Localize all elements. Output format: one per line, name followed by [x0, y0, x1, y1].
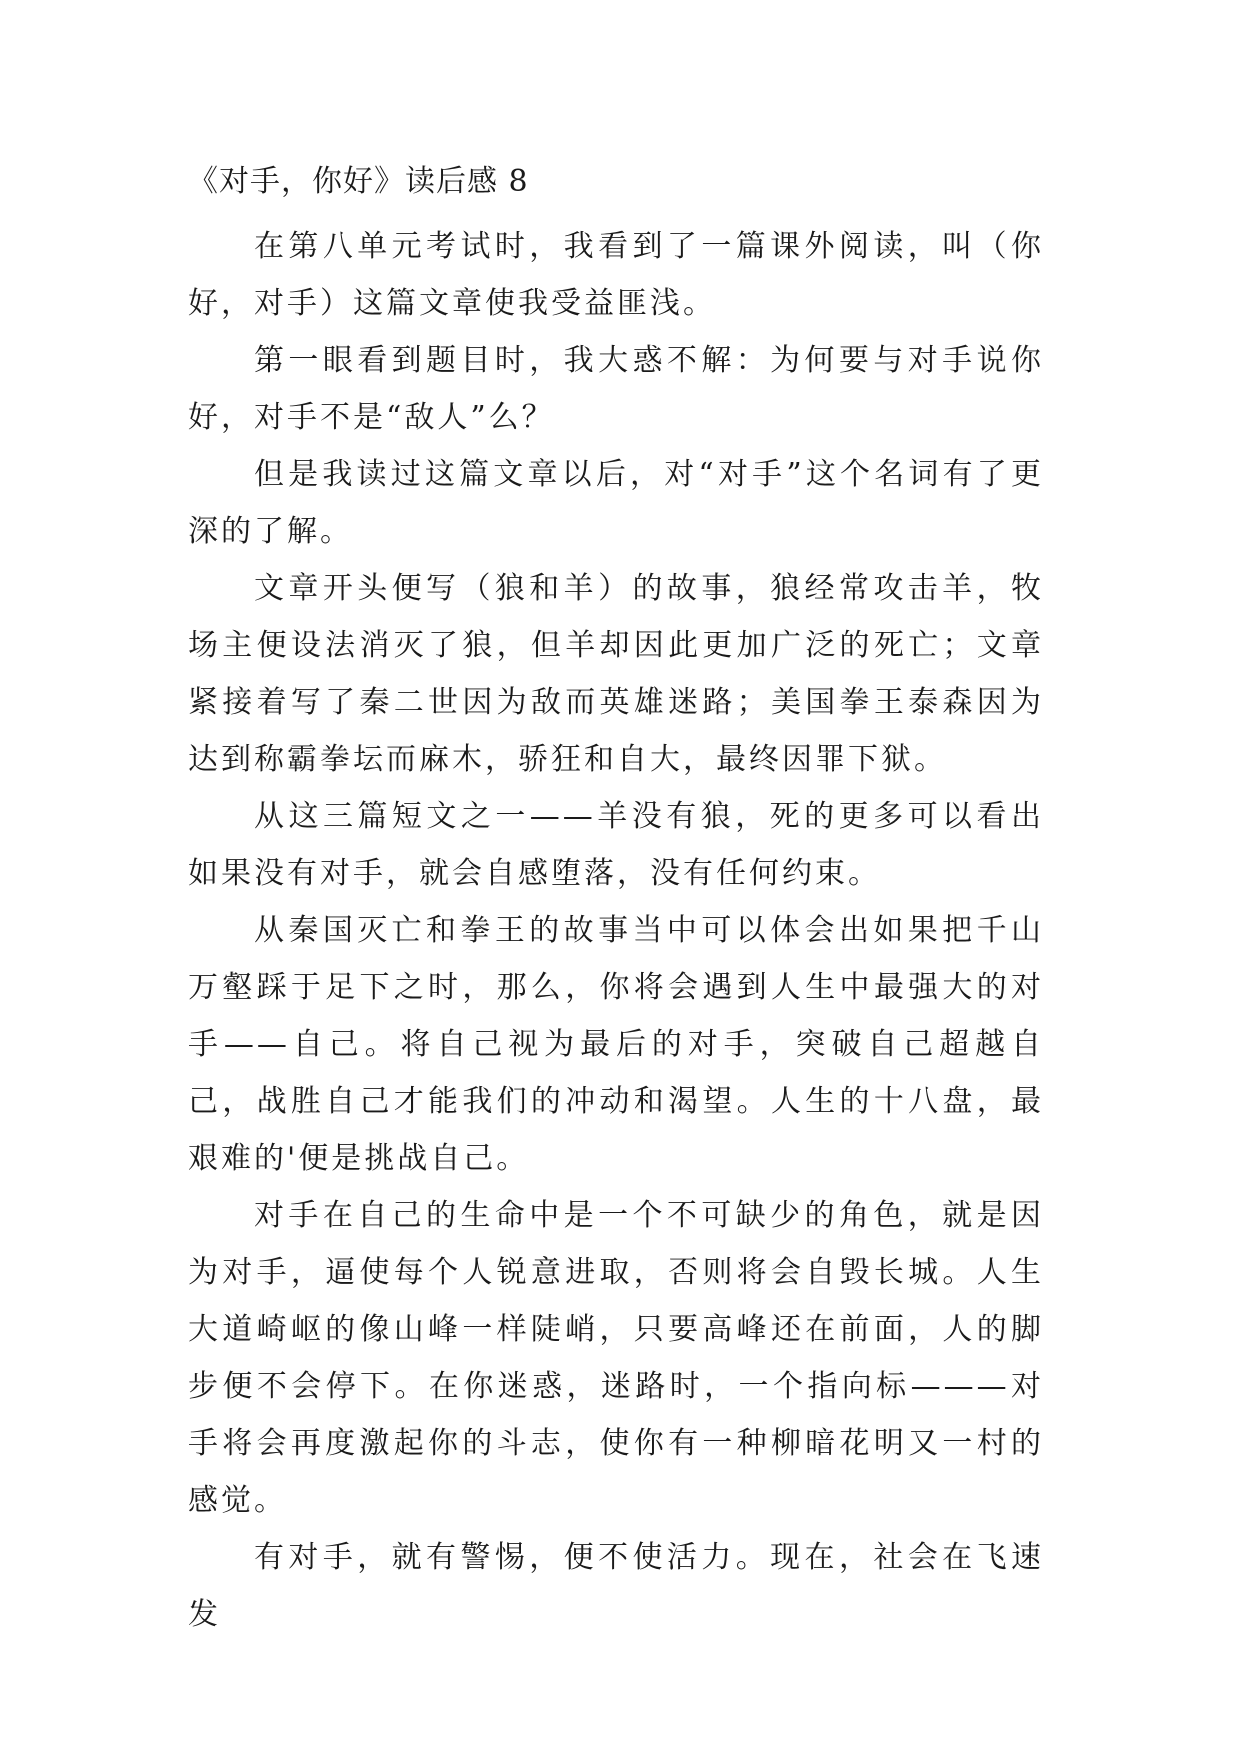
- paragraph: 有对手，就有警惕，便不使活力。现在，社会在飞速发: [188, 1540, 1044, 1632]
- paragraph: 从这三篇短文之一——羊没有狼，死的更多可以看出如果没有对手，就会自感堕落，没有任何约束。: [188, 799, 1044, 891]
- paragraph: 从秦国灭亡和拳王的故事当中可以体会出如果把千山万壑踩于足下之时，那么，你将会遇到人生中最强大的对手——自己。将自己视为最后的对手，突破自己超越自己，战胜自己才能我们的冲动和渴望。人生的十八盘，最艰难的'便是挑战自己。: [188, 913, 1044, 1176]
- paragraph: 对手在自己的生命中是一个不可缺少的角色，就是因为对手，逼使每个人锐意进取，否则将会自毁长城。人生大道崎岖的像山峰一样陡峭，只要高峰还在前面，人的脚步便不会停下。在你迷惑，迷路时，一个指向标———对手将会再度激起你的斗志，使你有一种柳暗花明又一村的感觉。: [188, 1198, 1044, 1518]
- paragraph: 第一眼看到题目时，我大惑不解：为何要与对手说你好，对手不是“敌人”么？: [188, 343, 1044, 435]
- paragraph: 但是我读过这篇文章以后，对“对手”这个名词有了更深的了解。: [188, 457, 1044, 549]
- document-page: [188, 160, 1044, 1643]
- paragraph: 文章开头便写（狼和羊）的故事，狼经常攻击羊，牧场主便设法消灭了狼，但羊却因此更加广泛的死亡；文章紧接着写了秦二世因为敌而英雄迷路；美国拳王泰森因为达到称霸拳坛而麻木，骄狂和自大，最终因罪下狱。: [188, 571, 1044, 777]
- document-title: 《对手，你好》读后感 8: [188, 164, 529, 199]
- paragraph: 在第八单元考试时，我看到了一篇课外阅读，叫（你好，对手）这篇文章使我受益匪浅。: [188, 229, 1044, 321]
